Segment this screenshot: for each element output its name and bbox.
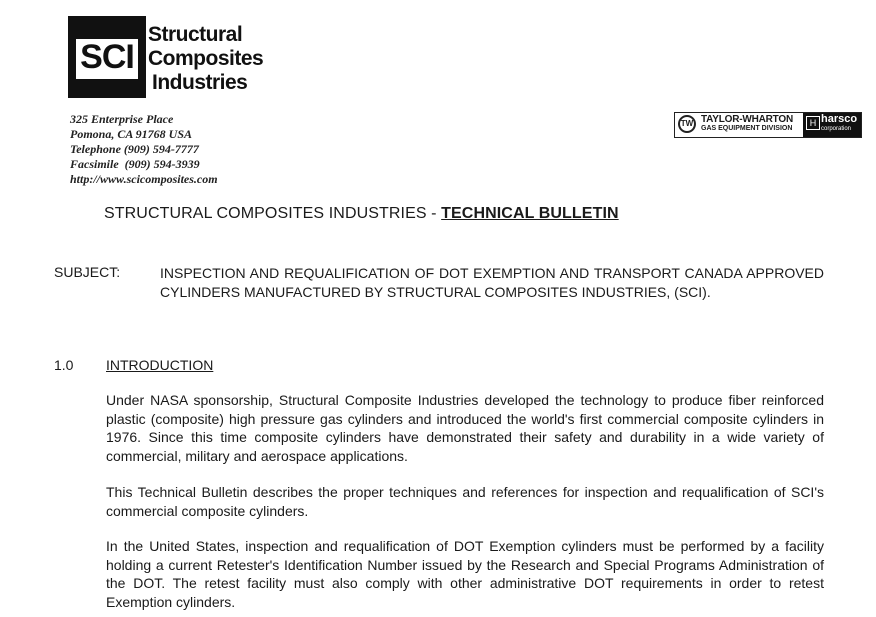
logo-letters: SCI xyxy=(80,38,134,76)
address-city: Pomona, CA 91768 USA xyxy=(70,127,193,141)
title-prefix: STRUCTURAL COMPOSITES INDUSTRIES - xyxy=(104,205,442,222)
subject-label: SUBJECT: xyxy=(54,264,121,280)
sci-logo xyxy=(68,16,146,98)
address-street: 325 Enterprise Place xyxy=(70,112,174,126)
company-name-line-1: Structural xyxy=(148,23,243,46)
document-title xyxy=(104,205,619,223)
section-title: INTRODUCTION xyxy=(106,357,214,373)
partner-division: GAS EQUIPMENT DIVISION xyxy=(701,125,793,132)
title-emphasis: TECHNICAL BULLETIN xyxy=(441,205,619,222)
company-name-line-3: Industries xyxy=(152,71,248,94)
harsco-icon: H xyxy=(806,116,820,130)
company-name-line-2: Composites xyxy=(148,47,264,70)
partner-badge xyxy=(674,112,862,138)
harsco-logo xyxy=(803,113,861,137)
intro-paragraph-1: Under NASA sponsorship, Structural Composite Industries developed the technology to produce fiber reinforced plastic (composite) high pressure gas cylinders and introduced the world's first commercial composite cylinders in 1976. Since this time composite cylinders have demonstrated their safety and durability in a wide variety of commercial, military and aerospace applications. xyxy=(106,392,824,464)
harsco-name: harsco xyxy=(821,113,858,125)
intro-paragraph-2: This Technical Bulletin describes the proper techniques and references for inspection and requalification of SCI's commercial composite cylinders. xyxy=(106,484,824,519)
address-facsimile: Facsimile (909) 594-3939 xyxy=(70,157,200,171)
section-number: 1.0 xyxy=(54,357,74,373)
harsco-corporation: corporation xyxy=(821,126,852,132)
taylor-wharton-emblem-icon: TW xyxy=(678,115,696,133)
intro-paragraph-3: In the United States, inspection and requalification of DOT Exemption cylinders must be performed by a facility holding a current Retester's Identification Number issued by the Research and Special Programs Administration of the DOT. The retest facility must also comply with other administrative DOT requirements in order to retest Exemption cylinders. xyxy=(106,538,824,610)
partner-name: TAYLOR-WHARTON xyxy=(701,114,794,125)
address-telephone: Telephone (909) 594-7777 xyxy=(70,142,199,156)
address-website: http://www.scicomposites.com xyxy=(70,172,218,186)
subject-text: INSPECTION AND REQUALIFICATION OF DOT EXEMPTION AND TRANSPORT CANADA APPROVED CYLINDERS MANUFACTURED BY STRUCTURAL COMPOSITES INDUSTRIES, (SCI). xyxy=(160,265,824,300)
